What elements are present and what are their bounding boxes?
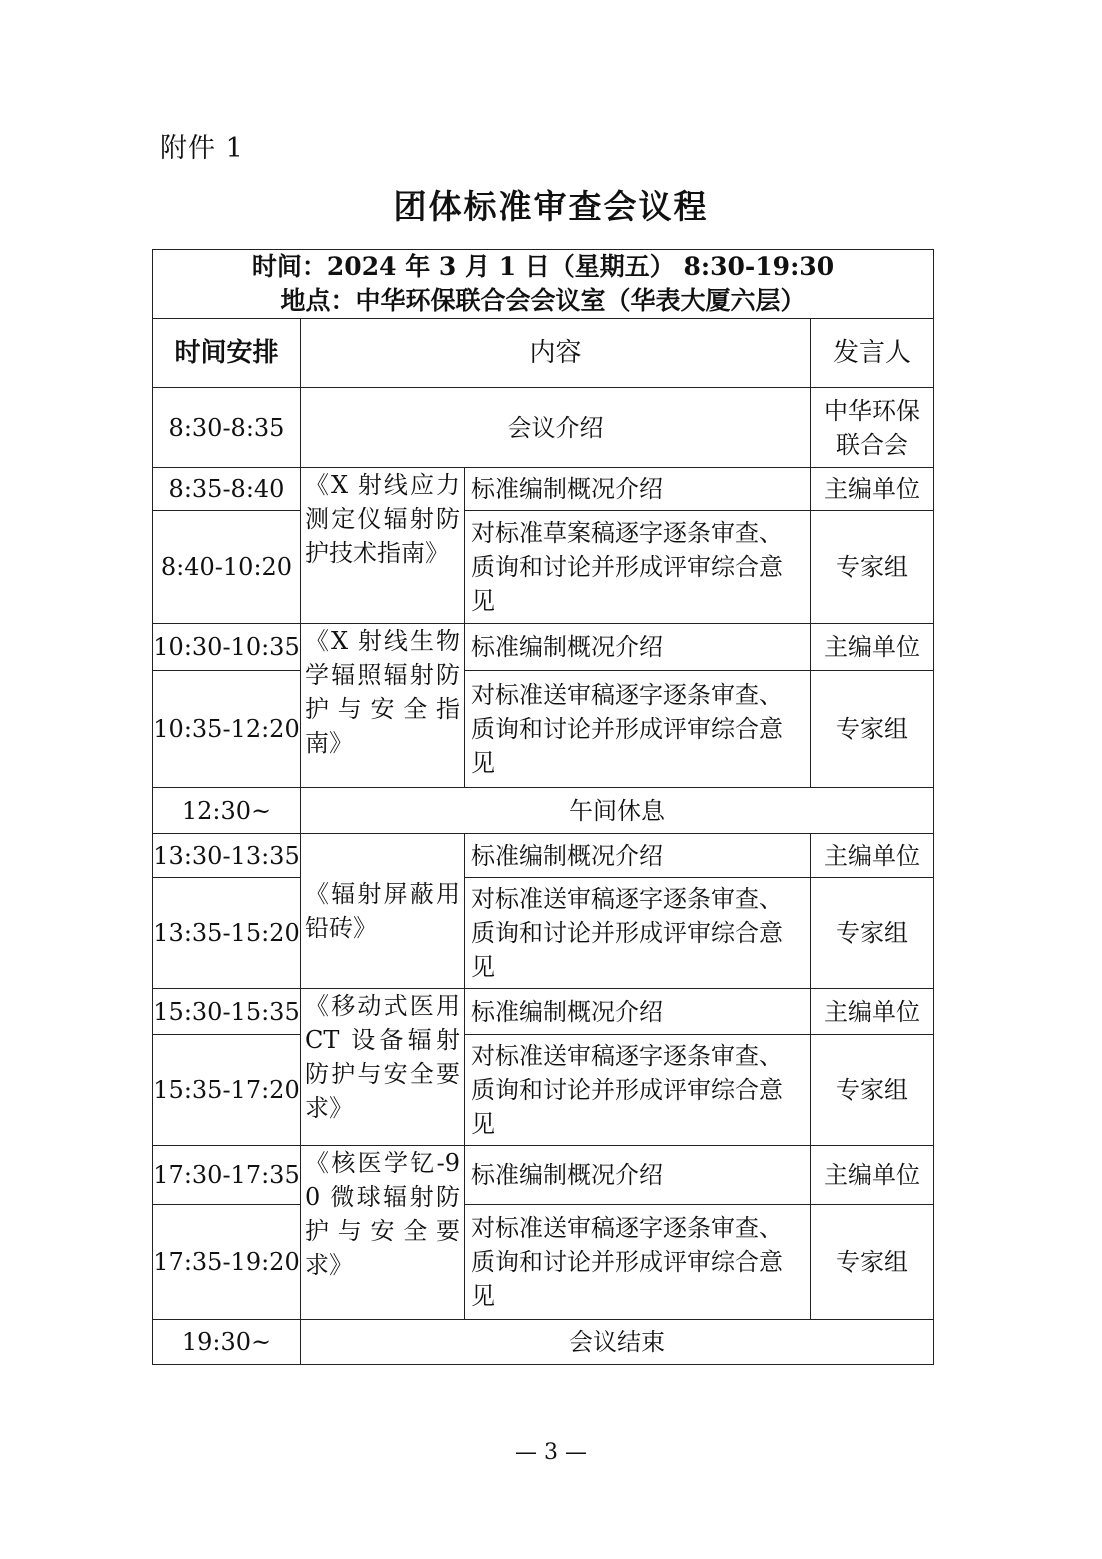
content-cell: 对标准草案稿逐字逐条审查、质询和讨论并形成评审综合意见	[465, 511, 811, 624]
standard-topic-cell: 《辐射屏蔽用铅砖》	[301, 834, 465, 989]
standard-topic-cell: 《X 射线生物学辐照辐射防护与安全指南》	[301, 624, 465, 788]
agenda-row	[153, 671, 934, 788]
speaker-cell: 专家组	[811, 671, 934, 788]
speaker-cell: 主编单位	[811, 624, 934, 671]
speaker-cell: 主编单位	[811, 468, 934, 511]
agenda-row	[153, 468, 934, 511]
content-cell: 对标准送审稿逐字逐条审查、质询和讨论并形成评审综合意见	[465, 1035, 811, 1146]
time-cell: 10:35-12:20	[153, 671, 301, 788]
agenda-row	[153, 1035, 934, 1146]
standard-topic-cell: 《移动式医用 CT 设备辐射防护与安全要求》	[301, 989, 465, 1146]
time-cell: 8:35-8:40	[153, 468, 301, 511]
document-title: 团体标准审查会议程	[393, 187, 709, 226]
agenda-row	[153, 1320, 934, 1365]
content-cell: 标准编制概况介绍	[465, 1146, 811, 1205]
time-cell: 13:30-13:35	[153, 834, 301, 878]
time-cell: 17:30-17:35	[153, 1146, 301, 1205]
page-number: — 3 —	[515, 1440, 587, 1465]
time-cell: 15:30-15:35	[153, 989, 301, 1035]
standard-topic-cell: 《X 射线应力测定仪辐射防护技术指南》	[301, 468, 465, 624]
speaker-cell: 主编单位	[811, 1146, 934, 1205]
agenda-row	[153, 989, 934, 1035]
content-cell: 对标准送审稿逐字逐条审查、质询和讨论并形成评审综合意见	[465, 1205, 811, 1320]
agenda-row	[153, 511, 934, 624]
time-cell: 17:35-19:20	[153, 1205, 301, 1320]
agenda-row	[153, 624, 934, 671]
agenda-row	[153, 388, 934, 468]
agenda-row	[153, 878, 934, 989]
speaker-cell: 主编单位	[811, 834, 934, 878]
content-cell: 标准编制概况介绍	[465, 834, 811, 878]
header-speaker: 发言人	[811, 319, 934, 388]
standard-topic-cell: 《核医学钇-90 微球辐射防护与安全要求》	[301, 1146, 465, 1320]
agenda-row	[153, 788, 934, 834]
time-cell: 19:30~	[153, 1320, 301, 1365]
header-row	[153, 319, 934, 388]
header-time: 时间安排	[153, 319, 301, 388]
agenda-row	[153, 834, 934, 878]
speaker-cell: 中华环保联合会	[811, 388, 934, 468]
speaker-cell: 专家组	[811, 878, 934, 989]
time-cell: 13:35-15:20	[153, 878, 301, 989]
time-cell: 12:30~	[153, 788, 301, 834]
speaker-cell: 专家组	[811, 511, 934, 624]
meeting-time: 时间：2024 年 3 月 1 日（星期五） 8:30-19:30	[251, 252, 835, 281]
header-content: 内容	[301, 319, 811, 388]
info-row	[153, 250, 934, 319]
attachment-label: 附件 1	[160, 133, 244, 164]
speaker-cell: 主编单位	[811, 989, 934, 1035]
speaker-cell: 专家组	[811, 1205, 934, 1320]
time-cell: 15:35-17:20	[153, 1035, 301, 1146]
content-cell: 标准编制概况介绍	[465, 989, 811, 1035]
content-cell: 会议结束	[301, 1320, 934, 1365]
content-cell: 对标准送审稿逐字逐条审查、质询和讨论并形成评审综合意见	[465, 671, 811, 788]
meeting-place: 地点：中华环保联合会会议室（华表大厦六层）	[280, 286, 806, 315]
agenda-row	[153, 1205, 934, 1320]
time-cell: 8:40-10:20	[153, 511, 301, 624]
content-cell: 标准编制概况介绍	[465, 468, 811, 511]
content-cell: 标准编制概况介绍	[465, 624, 811, 671]
speaker-cell: 专家组	[811, 1035, 934, 1146]
content-cell: 会议介绍	[301, 388, 811, 468]
time-cell: 10:30-10:35	[153, 624, 301, 671]
time-cell: 8:30-8:35	[153, 388, 301, 468]
agenda-table	[152, 249, 934, 1365]
agenda-row	[153, 1146, 934, 1205]
content-cell: 对标准送审稿逐字逐条审查、质询和讨论并形成评审综合意见	[465, 878, 811, 989]
content-cell: 午间休息	[301, 788, 934, 834]
